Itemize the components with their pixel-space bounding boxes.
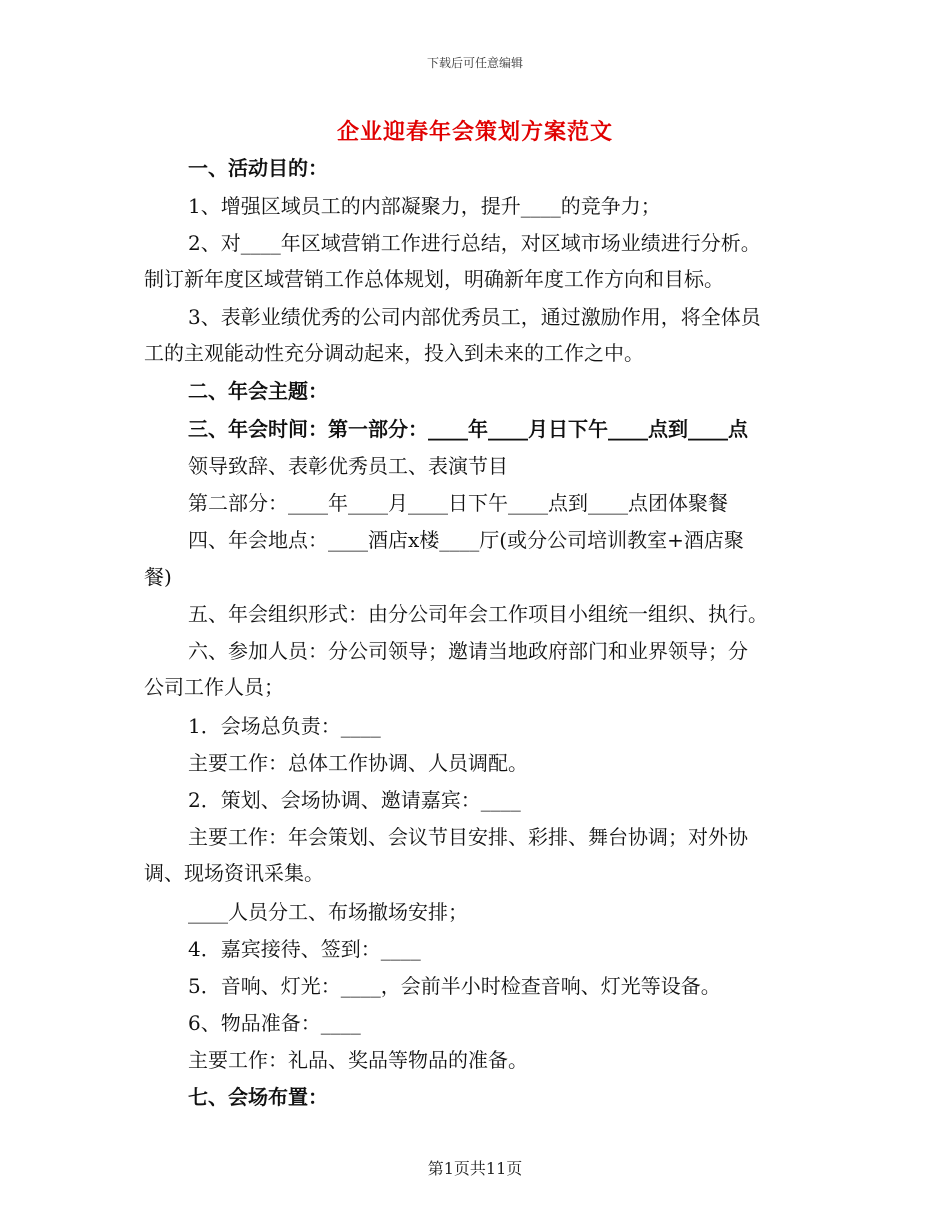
section-heading: 一、活动目的： [188, 156, 328, 180]
paragraph-line: 5．音响、灯光：____，会前半小时检查音响、灯光等设备。 [188, 974, 721, 998]
page-footer: 第1页共11页 [427, 1159, 523, 1178]
paragraph-line: 四、年会地点：____酒店x楼____厅(或分公司培训教室+酒店聚 [188, 528, 744, 552]
paragraph-line: 主要工作：总体工作协调、人员调配。 [188, 751, 528, 775]
paragraph-line: 2、对____年区域营销工作进行总结，对区域市场业绩进行分析。 [188, 231, 761, 255]
paragraph-line: 第二部分：____年____月____日下午____点到____点团体聚餐 [188, 491, 728, 515]
section-heading: 七、会场布置： [188, 1085, 328, 1109]
paragraph-line: 工的主观能动性充分调动起来，投入到未来的工作之中。 [144, 341, 644, 365]
paragraph-line: 6、物品准备：____ [188, 1011, 361, 1035]
paragraph-line: 2．策划、会场协调、邀请嘉宾：____ [188, 788, 521, 812]
paragraph-line: 1、增强区域员工的内部凝聚力，提升____的竞争力； [188, 194, 661, 218]
paragraph-line: 餐) [144, 565, 172, 589]
paragraph-line: 调、现场资讯采集。 [144, 861, 324, 885]
paragraph-line: 4．嘉宾接待、签到：____ [188, 937, 421, 961]
paragraph-line: 3、表彰业绩优秀的公司内部优秀员工，通过激励作用，将全体员 [188, 305, 761, 329]
paragraph-line: 五、年会组织形式：由分公司年会工作项目小组统一组织、执行。 [188, 602, 768, 626]
document-title: 企业迎春年会策划方案范文 [336, 119, 613, 145]
paragraph-line: ____人员分工、布场撤场安排； [188, 900, 468, 924]
section-heading: 二、年会主题： [188, 379, 328, 403]
paragraph-line: 领导致辞、表彰优秀员工、表演节目 [188, 454, 508, 478]
paragraph-line: 制订新年度区域营销工作总体规划，明确新年度工作方向和目标。 [144, 267, 724, 291]
paragraph-line: 主要工作：礼品、奖品等物品的准备。 [188, 1048, 528, 1072]
paragraph-line: 六、参加人员：分公司领导；邀请当地政府部门和业界领导；分 [188, 639, 748, 663]
paragraph-line: 1．会场总负责：____ [188, 714, 381, 738]
paragraph-line: 公司工作人员； [144, 675, 284, 699]
section-heading: 三、年会时间：第一部分：____年____月日下午____点到____点 [188, 417, 748, 441]
paragraph-line: 主要工作：年会策划、会议节目安排、彩排、舞台协调；对外协 [188, 825, 748, 849]
page-header: 下载后可任意编辑 [426, 56, 523, 70]
